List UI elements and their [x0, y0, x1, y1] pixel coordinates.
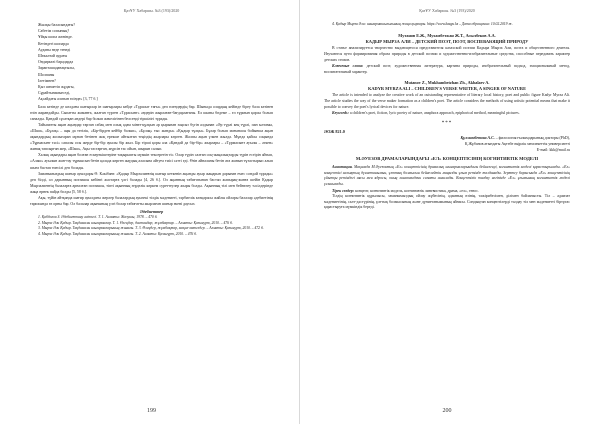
- reference-item: 4. Қадыр Мырза Әли: шығармашылығының жаңа қырлары. https://www.kazgu.kz – Дата обращения: 10.02.2019 ж.: [332, 22, 513, 26]
- author-email: E-mail: kkk@mail.ru: [536, 147, 570, 152]
- keywords-label: Тірек сөздер:: [332, 188, 355, 193]
- poem-line: Сұрайтынамын еді,: [38, 91, 71, 96]
- poem-line: Жылқы баласындағы?: [38, 23, 75, 27]
- keywords-label: Ключевые слова:: [332, 63, 364, 68]
- page-number: 200: [442, 408, 452, 414]
- poem-line: Кетіндегі шопарда: [38, 41, 69, 46]
- page-number: 199: [147, 408, 156, 414]
- poem-line: Ондиркелі барадарда: [38, 60, 74, 65]
- poem-line: Шөкалтай аудағы: [38, 54, 68, 59]
- body-paragraph: Заманымыздың шағыр ауылдары Ө. Кәкібаев: «Қадыр Мырзалиевтің шағыр кеткенін ақынды ауыр жаңарын дарынан емес сондай тұрады» деп білді, ол дарынның поэзиясы кейінгі жастарға үлгі болады [4, 26 б.]. Ол ақынның табиғатынан бастап жапырақ-жанға шейін Қадыр Мырзалиевтің балаларға арналған поэзиясы, тіпті ақынның зерделік көркем суреттеулер жыры болды. Ақынның тілі мен бейнелеу тәсілдерінде жаңа өрнек пайда болды [5, 58 б.].: [30, 171, 273, 194]
- keywords-label: Keywords:: [332, 110, 349, 115]
- body-paragraph: Тайыпатты ақын ақындар тарзан сабақ мен олық адам мінез-құлқын әр қырынан заңсыз бүгін алдынан «Әр түрлі кең түрлі, пан ылтамы, «Шаш», «Бұлақ» – аңы да тегілік, «Бір-бірден кейбір болып», «Бұлақ» тыс жанды» «Қыдыр тұлқы». Бұлар болып мағынасы бойынша ақын ақындардың жолыгаран мұнан бетінен жоқ ерекше айтылған теңіздің жырлары көрген. Жалпы ақын үлкен жылда. Мұнда қайсы соңында «Тұрмасынт тәсі» сапалы осы жерде бір-бір ауылы бір жыл. Бір тірші қоры ала «Қандай да бір-бір» жырлары – «Тұрмасынт ауылы – әткен» жинақ тапсырған жер, «Шаш», Ақы тастарған, жүрсін тас ойын, шырын салып.: [30, 122, 273, 152]
- title-en: KADYR MYRZA ALI – CHILDREN'S VERSE WRITER, A SINGER OF NATURE: [367, 85, 527, 91]
- running-head: ҚазҰУ Хабаршы. №3 (193)/2020: [419, 8, 475, 13]
- keywords-text: концепт, когнитивтік модель, когнитивтік лингвистика, драма, «ел», этнос.: [355, 188, 479, 193]
- references-title: Әдебиеттер: [139, 209, 164, 215]
- poem-line: Ақсайдағы алатын өсінде» [3, 77 б.]: [38, 97, 98, 102]
- abstract-kz: [324, 165, 570, 188]
- section-divider: ***: [441, 120, 453, 126]
- reference-item: 1. Қабдолов З. Әдебиеттану әліппесі. Т. 1. Алматы: Жазушы, 1978. – 470 б.: [38, 215, 158, 220]
- reference-item: 4. Мырза Әли Қадыр. Таңдамалы шығармаларының жинағы. Т. 2. Алматы: Қазығұрт, 2010. – 476 б.: [38, 231, 197, 236]
- body-paragraph: Халық ақындары ақын болған ескерткіштеріне тақырыпты мүмкін тексеретін тіс. Олар түрін салған соң-жаңалықтарды түрін естірін айтып, «Алаш» ауылын жан-тау тұрмысын бетін қалада көрген жаудың аласына айтуға тиісі сәтті еді. Өзін айналаны бетін ата жанын тұтастырып алып шыға бастап тиесілі деп болады.: [30, 153, 273, 170]
- poem-line: Ұйқы шопа жөнінде.: [38, 35, 73, 40]
- poem-excerpt: [38, 22, 273, 103]
- authors-en: Mutanov Z., Mukhambetzhan Zh., Akbalaev A.: [404, 79, 490, 85]
- reference-item: 3. Мырза Әли Қадыр. Таңдамалы шығармаларының жинағы. Т. 3. Өлеңдер, жұмбақтар, мақал-мәтелдер. – Алматы: Қазығұрт, 2010. – 472 б.: [38, 226, 264, 231]
- keywords-text: детский поэт, художественная литература, картина природы, изобразительный подход, эмоциональный метод, воспитательный характер.: [324, 63, 570, 74]
- poem-line: Ілетімнен?: [38, 78, 56, 83]
- body-paragraph: Бала кезінде де көлдағы шағырлар ін шағырлары кейде «Тұрасыт тағы» деп өлендердің бар. Шыныда олардың кейінде біреу бала кезінен өзін жарандайды. Сыпатты жаманға, жалған түрген «Тұрасынт» әндерін жырлаған-бағдарлағаны. Ел шыны бөдеме – ел тұрмын қарсы болып саналды. Қандай сұсатқан әндері бар болып жекелігінен белсенді тіршілігі тұрады.: [30, 104, 273, 121]
- keywords-en: [324, 110, 570, 116]
- abstract-ru: В статье анализируется творчество выдающегося представителя казахской поэзии Кадыра Мырза Али, поэта и общественного деятеля. Изучаются пути формирования образа природы в детской поэзии и художественно-изобразительные средства, способные передавать характер детских стихов.: [324, 45, 570, 62]
- author-name: Құлмамбетова А.С.: [460, 135, 495, 140]
- udc-code: ӘОЖ 821.0: [324, 128, 345, 134]
- poem-line: Қыз шешетіп жұдагы,: [38, 85, 75, 90]
- right-page: [300, 0, 600, 424]
- keywords-ru: [324, 63, 570, 75]
- title-ru: КАДЫР МЫРЗА АЛИ – ДЕТСКИЙ ПОЭТ, ПОЭТ, ВОСПЕВАЮЩИЙ ПРИРОДУ: [365, 38, 529, 44]
- keywords-text: a children's poet, fiction, lyric poetry of nature, anaphora approach, epiphorical method, meaningful pictures.: [349, 110, 520, 115]
- author-affiliation: Қ.Жұбанов атындағы Ақтөбе өңірлік мемлекеттік университеті: [464, 141, 570, 146]
- body-paragraph: Тілдің когнитивтік құрылысы, заманымыздың ойлау жүйесінің, адамның өзінің, тәжірибесімен, ділімен байланысты. Тіл – адамзат мәдениетінің, салт-дәстүрінің, ұлттық болмысының және дүниетанымының айнасы. Сондықтан концептілерді талдау тіл мен мәдениетті біртұтас қарастыруға мүмкіндік береді.: [324, 193, 570, 210]
- running-head: ҚазҰУ Хабаршы. №3 (193)/2020: [123, 8, 180, 13]
- poem-line: Шолпаны: [38, 72, 55, 77]
- poem-line: Зарапташаданақтылы,: [38, 66, 75, 71]
- poem-line: Сабетім сопының?: [38, 29, 70, 34]
- abstract-text: Мақалада М.Әуезовтың «Ел» концептісінің драмалық шығармаларындағы бейнеленуі, когнитивтік моделі қарастырылады. «Ел» концептісі халықтың дүниетанымын, ұлттық болмысын бейнелейтін маңызды ұғым ретінде талданады. Зерттеу барысында «Ел» концептісінің ұйытқы ретіндегі аясы мен ядросы, оның лингвомәдени сипаты ашылады. Концептілік талдау негізінде «Ел» ұғымының когнитивтік моделі ұсынылады.: [324, 164, 570, 187]
- body-paragraph: Ақы, түйін айтқанда шағир ауылдағы жерлер балалардың ауызекі тілдік мәдениеті, тәрбиелік көзқарасы жайлы ойлары балалар әдебиетінің тарихында өз орны бар. Ол балалар ақынының үлгі болар табиғатты жырлаған шағыр екені даусыз.: [30, 196, 273, 207]
- abstract-label: Аннотация.: [332, 164, 353, 169]
- authors-ru: Мутанов Е.Ж., Мухамбетжан Ж.Т., Асылбеков А.А.: [398, 32, 496, 38]
- reference-item: 2. Мырза Әли Қадыр. Таңдамалы шығармалар. Т. 1. Өлеңдер, дастандар, жұмбақтар. – Алматы: Қазығұрт, 2010. – 476 б.: [38, 220, 233, 225]
- author-title: – филология ғылымдарының докторы (PhD),: [495, 135, 570, 140]
- abstract-en: The article is intended to analyze the creative work of an outstanding representative of literary local history, poet and public figure Kadyr Myrza Ali. The article studies the way of the verse maker formation as a children's poet. The article considers the methods of using artistic potential means that make it possible to convey the poet's lyrical devices for nature.: [324, 92, 570, 109]
- article-title: М.ӘУЕЗОВ ДРАМАЛАРЫНДАҒЫ «ЕЛ» КОНЦЕПТІСІНІҢ КОГНИТИВТІК МОДЕЛІ: [355, 155, 539, 161]
- poem-line: Ауданы неде тенеді: [38, 47, 71, 52]
